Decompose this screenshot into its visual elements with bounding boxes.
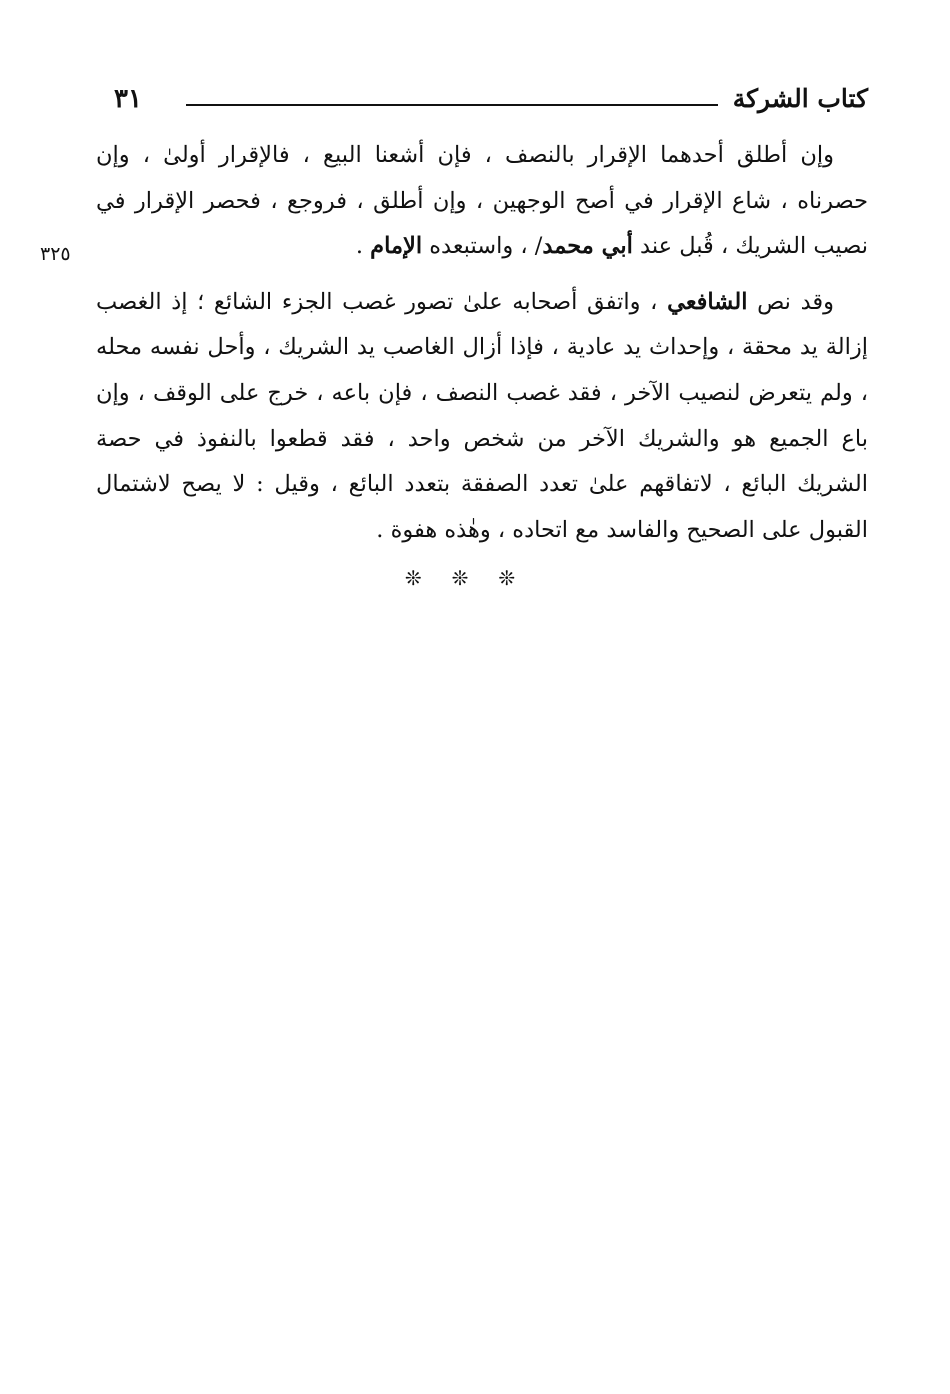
section-end-ornament: [0, 566, 950, 590]
text-segment: .: [355, 233, 371, 260]
asterism-icon: ❊: [498, 566, 546, 590]
paragraph-1: [96, 133, 868, 270]
text-segment: / ، واستبعده: [422, 233, 543, 260]
name-al-imam: الإمام: [370, 233, 423, 260]
running-header: [96, 84, 868, 124]
header-rule: [186, 104, 718, 106]
name-al-shafii: الشافعي: [667, 288, 748, 315]
chapter-title: كتاب الشركة: [732, 84, 868, 113]
name-abu-muhammad: أبي محمد: [542, 233, 633, 260]
page-number: ٣١: [114, 84, 142, 114]
text-segment: وقد نص: [747, 288, 835, 315]
asterism-icon: ❊: [451, 566, 499, 590]
margin-page-reference: ٣٢٥: [40, 243, 71, 265]
paragraph-2: [96, 280, 868, 554]
text-segment: وإن أطلق أحدهما الإقرار بالنصف ، فإن أشعنا البيع ، فالإقرار أولىٰ ، وإن حصرناه ، شاع الإقرار في أصح الوجهين ، وإن أطلق ، فروجع ، فحصر الإقرار في نصيب الشريك ، قُبل عند: [96, 142, 868, 260]
body-text: [96, 133, 868, 553]
text-segment: ، واتفق أصحابه علىٰ تصور غصب الجزء الشائع ؛ إذ الغصب إزالة يد محقة ، وإحداث يد عادية ، فإذا أزال الغاصب يد الشريك ، وأحل نفسه محله ، ولم يتعرض لنصيب الآخر ، فقد غصب النصف ، فإن باعه ، خرج على الوقف ، وإن باع الجميع هو والشريك الآخر من شخص واحد ، فقد قطعوا بالنفوذ في حصة الشريك البائع ، لاتفاقهم علىٰ تعدد الصفقة بتعدد البائع ، وقيل : لا يصح لاشتمال القبول على الصحيح والفاسد مع اتحاده ، وهٰذه هفوة .: [96, 288, 868, 543]
asterism-icon: ❊: [404, 566, 452, 590]
